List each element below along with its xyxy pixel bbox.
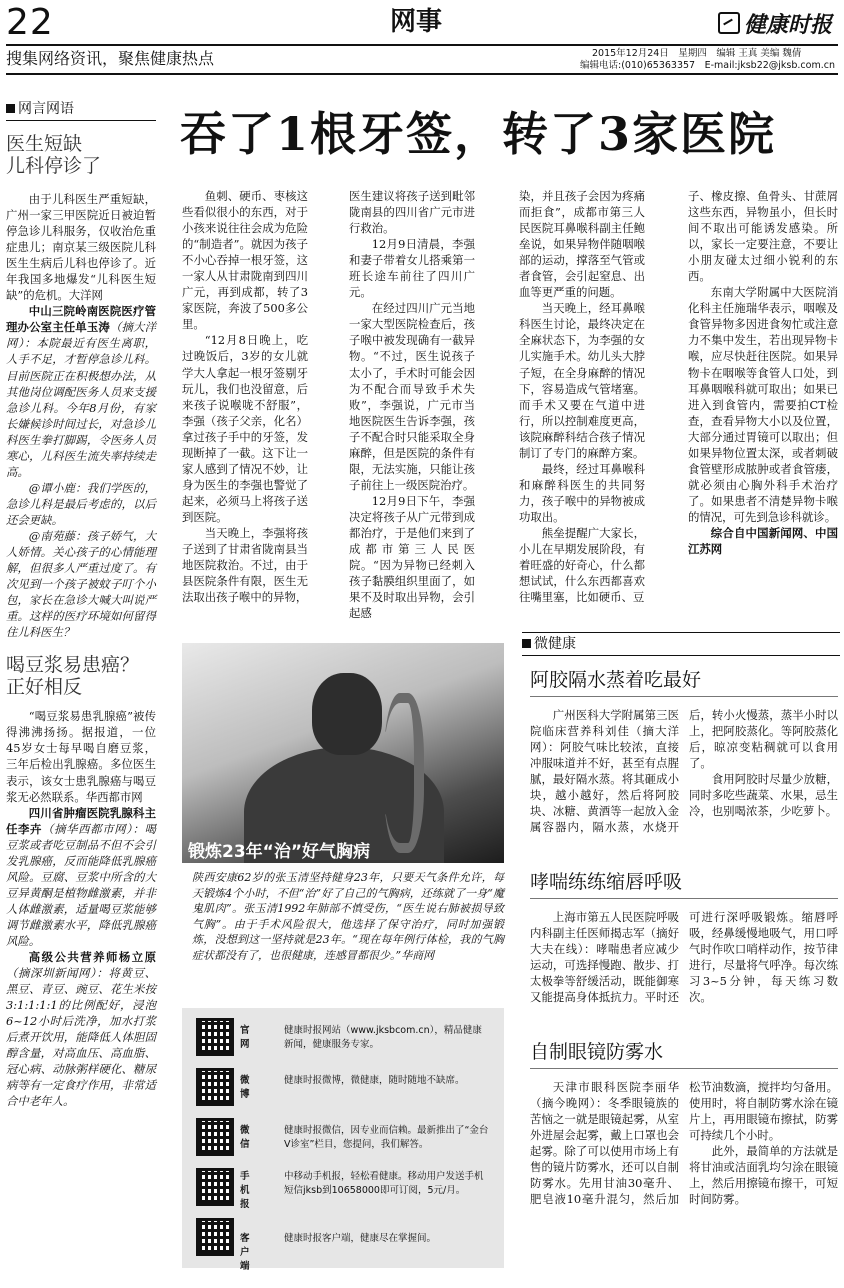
divider bbox=[530, 1068, 838, 1069]
square-bullet-icon bbox=[6, 104, 15, 113]
publish-channels-box bbox=[182, 1008, 504, 1272]
paragraph: 高级公共营养师杨立原（摘深圳新闻网）：将黄豆、黑豆、青豆、豌豆、花生米按3:1:1:1:1的比例配好，浸泡6~12小时后洗净，加水打浆后煮开饮用，能降低人体胆固醇含量，对高血压、高血脂、冠心病、动脉粥样硬化、糖尿病等有一定食疗作用，非常适合中老年人。 bbox=[6, 950, 156, 1109]
paragraph: @南苑藤：孩子娇气，大人娇情。关心孩子的心情能理解，但很多人严重过度了。有次见到一个孩子被蚊子叮个小包，家长在急诊大喊大叫说严重。这样的医疗环境如何留得住儿科医生？ bbox=[6, 528, 156, 640]
paragraph: 鱼刺、硬币、枣核这些看似很小的东西，对于小孩来说往往会成为危险的“制造者”。就因为孩子不小心吞掉一根牙签，这一家人从甘肃陇南到四川广元，再到成都，转了3家医院，奔波了500多公里。 bbox=[182, 189, 308, 332]
story-body bbox=[530, 707, 838, 835]
paragraph: 子、橡皮擦、鱼骨头、甘蔗屑这些东西，异物虽小，但长时间不取出可能诱发感染。所以，家长一定要注意，不要让小朋友碰太过细小锐利的东西。 bbox=[688, 189, 838, 284]
story-asthma bbox=[530, 870, 838, 1005]
paragraph: 最终，经过耳鼻喉科和麻醉科医生的共同努力，孩子喉中的异物被成功取出。 bbox=[519, 461, 645, 524]
story-column-2 bbox=[349, 188, 475, 621]
story-title: 喝豆浆易患癌？ 正好相反 bbox=[6, 654, 140, 699]
top-rule bbox=[6, 44, 838, 46]
paragraph: 广州医科大学附属第三医院临床营养科刘佳（摘大洋网）：阿胶气味比较浓，直接冲服味道并不好，甚至有点腥腻，最好隔水蒸。将其砸成小块，越小越好，然后将阿胶块、冰糖、黄酒等一起放入金属容器内，隔水蒸，水烧开后，转小火慢蒸，蒸半小时以上，把阿胶蒸化。等阿胶蒸化后，晾凉变粘稠就可以食用了。 bbox=[530, 708, 838, 835]
story-body bbox=[530, 1079, 838, 1207]
page-number: 22 bbox=[6, 2, 54, 43]
story-body bbox=[6, 708, 156, 1109]
channel-row: 微博 健康时报微博，微健康，随时随地不缺席。 bbox=[240, 1075, 465, 1100]
story-ejiao bbox=[530, 668, 838, 835]
channel-row: 微信 健康时报微信，因专业而信赖。最新推出了“金台V诊室”栏目，您提问，我们解答。 bbox=[240, 1125, 489, 1150]
story-title: 自制眼镜防雾水 bbox=[530, 1041, 664, 1063]
channel-row: 客户端 健康时报客户端，健康尽在掌握间。 bbox=[240, 1233, 437, 1272]
qr-code-icon[interactable] bbox=[196, 1018, 234, 1056]
qr-code-icon[interactable] bbox=[196, 1218, 234, 1256]
paragraph: 当天晚上，经耳鼻喉科医生讨论，最终决定在全麻状态下，为李强的女儿实施手术。幼儿头大脖子短，在全身麻醉的情况下，容易造成气管堵塞。而手术又要在气道中进行，所以控制难度更高，该院麻醉科结合孩子情况制订了专门的麻醉方案。 bbox=[519, 301, 645, 460]
story-title: 阿胶隔水蒸着吃最好 bbox=[530, 669, 702, 691]
story-antifog bbox=[530, 1040, 838, 1207]
divider bbox=[530, 696, 838, 697]
paragraph: 东南大学附属中大医院消化科主任施瑞华表示，咽喉及食管异物多因进食匆忙或注意力不集中发生，若出现异物卡喉，应尽快赶往医院。如果异物卡在咽喉等食管人口处，到耳鼻咽喉科就可取出；如果已进入到食管内，需要拍CT检查，查看异物大小以及位置，大部分通过胃镜可以取出；但如果异物位置太深，或者刺破食管壁形成脓肿或者食管瘘，就必须由心胸外科手术治疗了。如果患者不清楚异物卡喉的情况，可先到急诊科就诊。 bbox=[688, 285, 838, 524]
paragraph: 由于儿科医生严重短缺，广州一家三甲医院近日被迫暂停急诊儿科服务，仅收治危重症患儿；南京某三级医院儿科医生生病后儿科也停诊了。近年我国多地爆发“儿科医生短缺”的危机。大洋网 bbox=[6, 192, 156, 303]
section-title: 网事 bbox=[390, 7, 443, 37]
qr-code-icon[interactable] bbox=[196, 1068, 234, 1106]
story-body bbox=[530, 909, 838, 1005]
fitness-photo bbox=[182, 643, 504, 863]
paragraph: 熊垒提醒广大家长，小儿在早期发展阶段，有着旺盛的好奇心，什么都想试试，什么东西都喜欢往嘴里塞，比如硬币、豆 bbox=[519, 525, 645, 605]
story-title: 医生短缺 儿科停诊了 bbox=[6, 133, 102, 177]
channel-row: 官网 健康时报网站（www.jksbcom.cn），精品健康新闻，健康服务专家。 bbox=[240, 1025, 482, 1050]
paragraph: “喝豆浆易患乳腺癌”被传得沸沸扬扬。据报道，一位45岁女士每早喝自磨豆浆，三年后检出乳腺癌。多位医生表示，该女士患乳腺癌与喝豆浆无必然联系。华西都市网 bbox=[6, 709, 156, 804]
photo-spring-exerciser bbox=[384, 693, 424, 853]
paragraph: 上海市第五人民医院呼吸内科副主任医师揭志军（摘好大夫在线）：哮喘患者应减少运动，可选择慢跑、散步、打太极拳等舒缓活动，既能御寒又能提高身体抵抗力。平时还可进行深呼吸锻炼。缩唇呼吸，经鼻缓慢地吸气，用口呼气时作吹口哨样动作，按节律进行，尽量将气呼净。每次练习3~5分钟，每天练习数次。 bbox=[530, 910, 838, 1005]
paragraph: 食用阿胶时尽量少放糖，同时多吃些蔬菜、水果，忌生冷，也别喝浓茶，少吃萝卜。 bbox=[689, 772, 838, 819]
paragraph: 中山三院岭南医院医疗管理办公室主任单玉涛（摘大洋网）：本院最近有医生离职，人手不足，才暂停急诊儿科。目前医院正在积极想办法，从其他岗位调配医务人员来支援急诊儿科。今年8月份，有家长嫌候诊时间过长，对急诊儿科医生拳打脚踢，令医务人员寒心，儿科医生流失率持续走高。 bbox=[6, 304, 156, 479]
date-editor: 2015年12月24日 星期四 编辑 王真 美编 魏倩 bbox=[592, 48, 802, 59]
paragraph: 染，并且孩子会因为疼痛而拒食”，成都市第三人民医院耳鼻喉科副主任鲍垒说，如果异物伴随咽喉部的运动，撑落至气管或者食管，会引起窒息、出血等更严重的问题。 bbox=[519, 189, 645, 300]
story-column-3 bbox=[519, 188, 645, 605]
photo-caption: 锻炼23年“治”好气胸病 bbox=[188, 842, 371, 862]
logo-icon bbox=[718, 12, 740, 34]
photo-figure-head bbox=[312, 673, 382, 755]
square-bullet-icon bbox=[522, 639, 531, 648]
section-label-weijiankang: 微健康 bbox=[522, 632, 840, 656]
newspaper-logo bbox=[718, 8, 832, 39]
paragraph: 12月9日下午，李强决定将孩子从广元带到成都治疗，于是他们来到了成都市第三人民医院。“因为异物已经刺入孩子黏膜组织里面了，如果不及时取出异物，会引起感 bbox=[349, 493, 475, 621]
qr-code-icon[interactable] bbox=[196, 1118, 234, 1156]
tagline: 搜集网络资讯，聚焦健康热点 bbox=[6, 49, 215, 68]
paragraph: 医生建议将孩子送到毗邻陇南县的四川省广元市进行救治。 bbox=[349, 189, 475, 236]
story-column-4 bbox=[688, 188, 838, 557]
story-title: 哮喘练练缩唇呼吸 bbox=[530, 871, 683, 893]
paragraph: 此外，最简单的方法就是将甘油或洁面乳均匀涂在眼镜上，然后用擦镜布擦干，可短时间防雾。 bbox=[689, 1144, 838, 1207]
story-body bbox=[6, 191, 156, 640]
paragraph: “12月8日晚上，吃过晚饭后，3岁的女儿就学大人拿起一根牙签剔牙玩儿，我们也没留意，后来孩子说喉咙不舒服”，李强（孩子父亲，化名）拿过孩子手中的牙签，发现断掉了一截。这下让一家人感到了情况不妙，让身为医生的李强也警觉了起来，必须马上将孩子送到医院。 bbox=[182, 333, 308, 524]
paragraph: 当天晚上，李强将孩子送到了甘肃省陇南县当地医院救治。不过，由于县医院条件有限，医生无法取出孩子喉中的异物， bbox=[182, 525, 308, 605]
paragraph: 在经过四川广元当地一家大型医院检查后，孩子喉中被发现确有一截异物。“不过，医生说孩子太小了，手术时可能会因为不配合而导致手术失败”，李强说，广元市当地医院医生告诉李强，孩子不配合时只能采取全身麻醉，但是医院的条件有限，无法实施，只能让孩子前往上一级医院治疗。 bbox=[349, 301, 475, 492]
story-column-1 bbox=[182, 188, 308, 605]
story-source: 综合自中国新闻网、中国江苏网 bbox=[688, 525, 838, 557]
paragraph: @谭小鹿：我们学医的，急诊儿科是最后考虑的，以后还会更缺。 bbox=[6, 480, 156, 527]
header-rule bbox=[6, 73, 838, 75]
channel-row: 手机报 中移动手机报，轻松看健康。移动用户发送手机短信jksb到10658000即可订阅，5元/月。 bbox=[240, 1171, 484, 1210]
left-column bbox=[6, 100, 156, 1109]
logo-text: 健康时报 bbox=[744, 12, 833, 38]
divider bbox=[530, 898, 838, 899]
paragraph: 天津市眼科医院李丽华（摘今晚网）：冬季眼镜族的苦恼之一就是眼镜起雾，从室外进屋会起雾，戴上口罩也会起雾。除了可以使用市场上有售的镜片防雾水，还可以自制防雾水。先用甘油30毫升、肥皂液10毫升混匀，然后加松节油数滴，搅拌均匀备用。使用时，将自制防雾水涂在镜片上，再用眼镜布擦拭，防雾可持续几个小时。 bbox=[530, 1080, 838, 1207]
section-label-wangyan: 网言网语 bbox=[6, 100, 156, 121]
paragraph: 12月9日清晨，李强和妻子带着女儿搭乘第一班长途车前往了四川广元。 bbox=[349, 237, 475, 300]
paragraph: 四川省肿瘤医院乳腺科主任李卉（摘华西都市网）：喝豆浆或者吃豆制品不但不会引发乳腺癌，反而能降低乳腺癌风险。豆腐、豆浆中所含的大豆异黄酮是植物雌激素，并非人体雌激素，适量喝豆浆能够调节雌激素水平，降低乳腺癌风险。 bbox=[6, 805, 156, 948]
contact-info: 编辑电话:(010)65363357 E-mail:jksb22@jksb.com.cn bbox=[580, 60, 835, 71]
photo-story: 陕西安康62岁的张玉清坚持健身23年，只要天气条件允许，每天锻炼4个小时，不但“治”好了自己的气胸病，还练就了一身“魔鬼肌肉”。张玉清1992年肺部不慎受伤，“医生说右肺被损导致气胸”。由于手术风险很大，他选择了保守治疗，同时加强锻炼，没想到这一坚持就是23年。“现在每年例行体检，我的气胸症状都没有了，也很健康，连感冒都很少。”华商网 bbox=[192, 871, 504, 962]
main-headline: 吞了1根牙签，转了3家医院 bbox=[180, 107, 777, 161]
qr-code-icon[interactable] bbox=[196, 1168, 234, 1206]
